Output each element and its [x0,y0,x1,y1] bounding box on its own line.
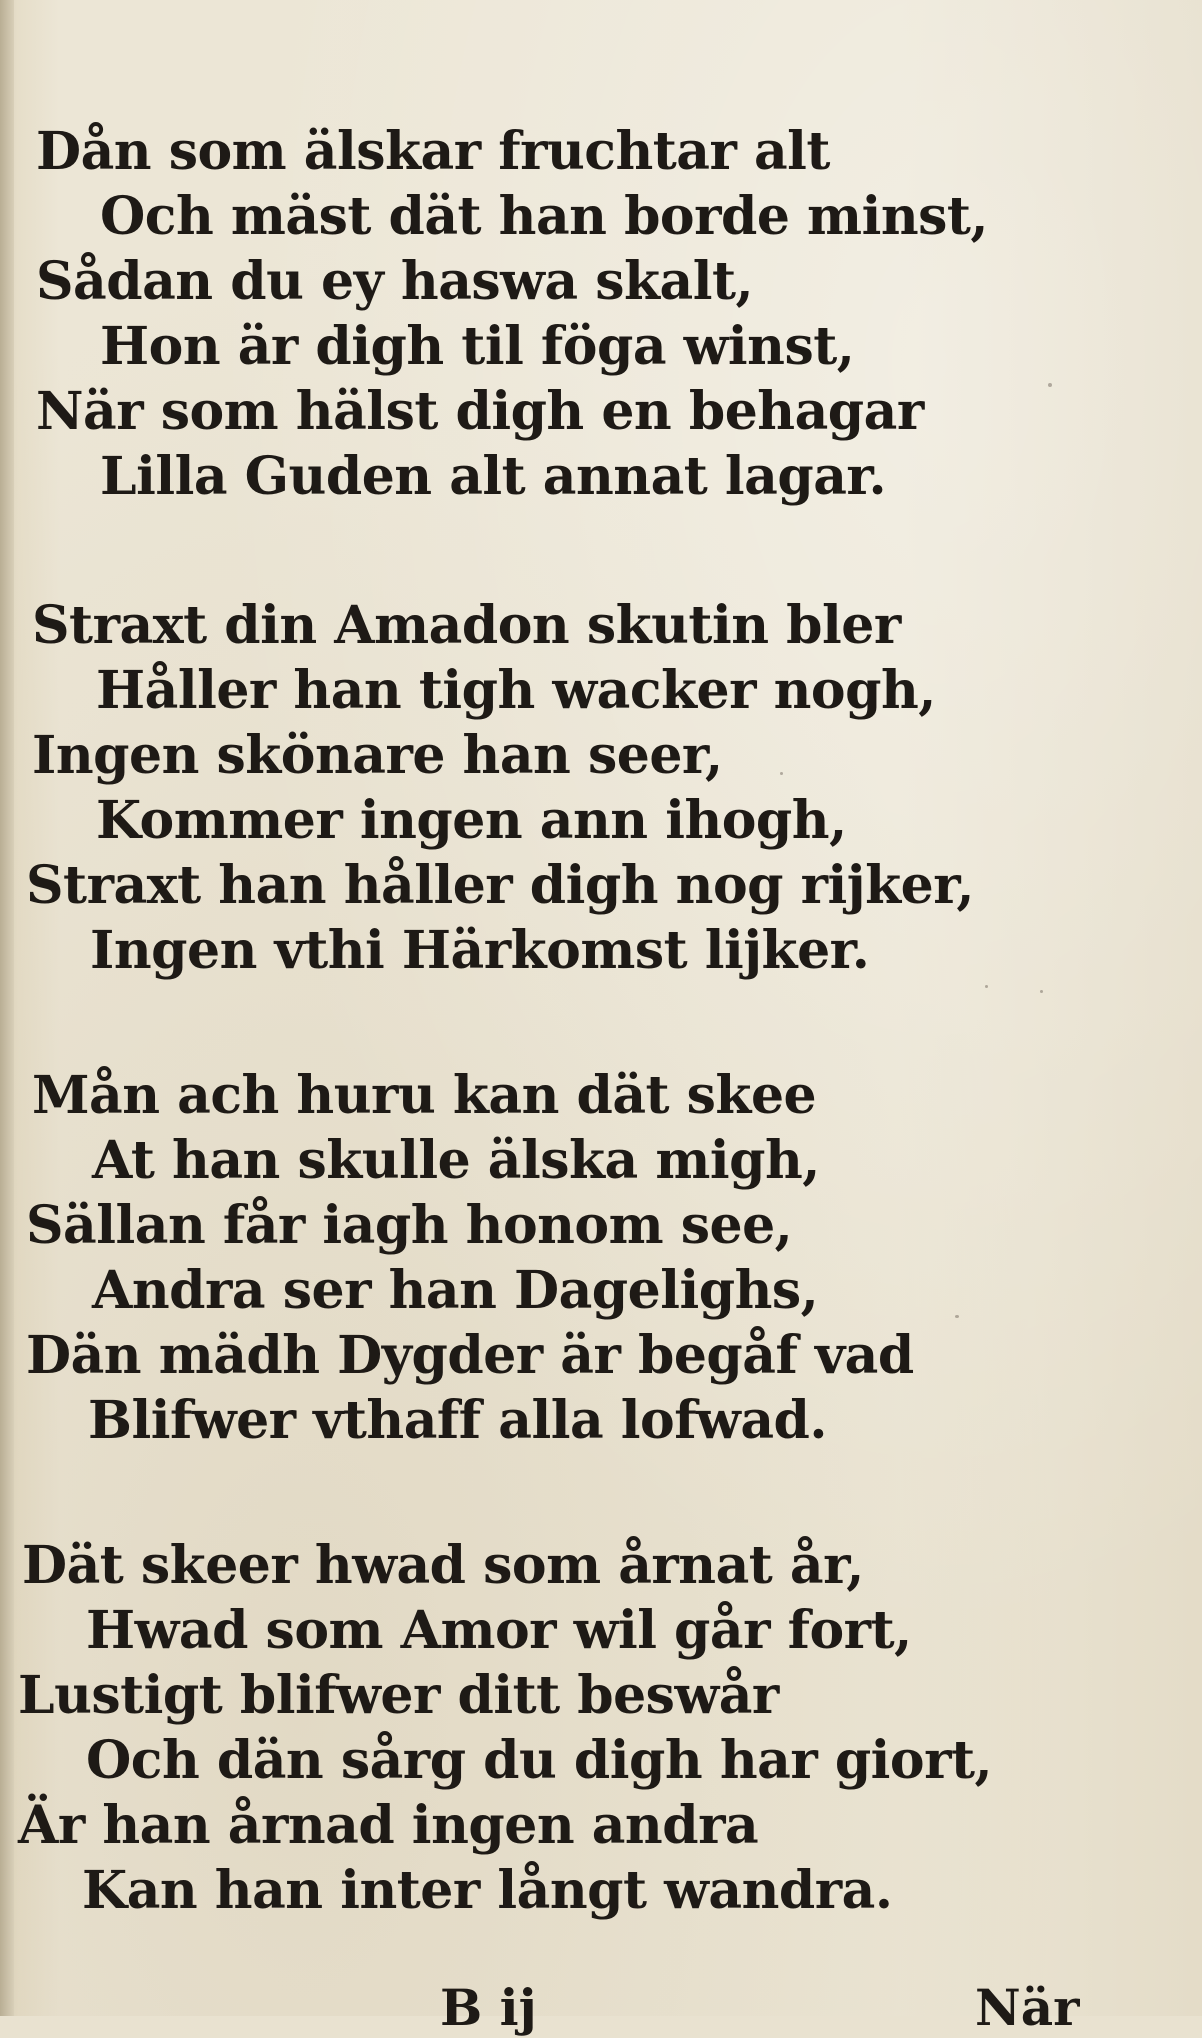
verse-line: Andra ser han Dagelighs, [92,1260,819,1321]
verse-line: Kan han inter långt wandra. [82,1860,893,1921]
verse-line: Är han årnad ingen andra [18,1795,759,1856]
verse-line: Lilla Guden alt annat lagar. [100,446,887,507]
verse-line: När som hälst digh en behagar [36,381,924,442]
verse-line: Ingen vthi Härkomst lijker. [90,920,870,981]
verse-line: Dän mädh Dygder är begåf vad [26,1325,914,1386]
paper-speck [780,772,783,775]
verse-line: Ingen skönare han seer, [32,725,723,786]
verse-line: Sällan får iagh honom see, [26,1195,793,1256]
verse-line: Hwad som Amor wil går fort, [86,1600,912,1661]
verse-line: Dät skeer hwad som årnat år, [22,1535,864,1596]
catchword: När [975,1978,1080,2037]
verse-line: Sådan du ey haswa skalt, [36,251,754,312]
verse-line: Håller han tigh wacker nogh, [96,660,936,721]
verse-line: Och dän sårg du digh har giort, [86,1730,993,1791]
verse-line: Hon är digh til föga winst, [100,316,855,377]
verse-line: At han skulle älska migh, [92,1130,820,1191]
page-gutter [0,0,14,2016]
verse-line: Mån ach huru kan dät skee [32,1065,817,1126]
paper-speck [985,985,988,988]
paper-speck [1048,383,1052,387]
verse-line: Straxt din Amadon skutin bler [32,595,901,656]
paper-speck [1040,990,1043,993]
signature-mark: B ij [440,1978,537,2037]
paper-speck [955,1315,959,1318]
verse-line: Lustigt blifwer ditt beswår [18,1665,779,1726]
verse-line: Och mäst dät han borde minst, [100,186,989,247]
verse-line: Straxt han håller digh nog rijker, [26,855,974,916]
verse-line: Blifwer vthaff alla lofwad. [88,1390,827,1451]
verse-line: Dån som älskar fruchtar alt [36,121,830,182]
verse-line: Kommer ingen ann ihogh, [96,790,847,851]
